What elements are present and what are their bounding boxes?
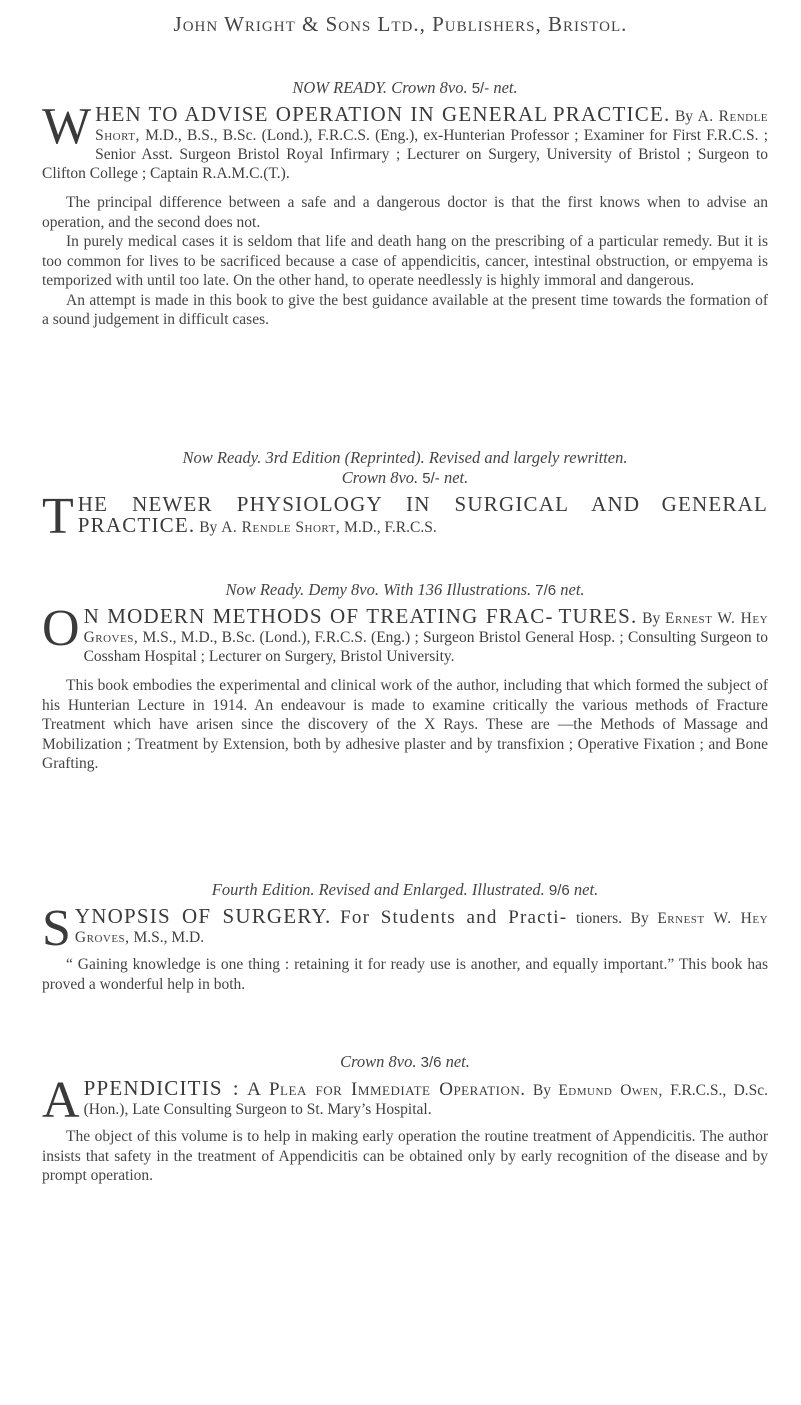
book-title: YNOPSIS OF SURGERY. — [74, 904, 332, 928]
author-credentials: M.D., F.R.C.S. — [344, 519, 437, 536]
book-title: HEN TO ADVISE OPERATION IN GENERAL — [95, 102, 549, 126]
ready-label: Fourth Edition. Revised and Enlarged. Illustrated. — [211, 880, 545, 899]
net-label: net. — [573, 880, 599, 899]
author-credentials: M.D., B.S., B.Sc. (Lond.), F.R.C.S. (Eng.), ex-Hunterian Professor ; Examiner for First F.R.C.S. ; Senior Asst. Surgeon Bristol Royal Infirmary ; Lecturer on Surgery, University of Bristol ; Surgeon to Clifton College ; Captain R.A.M.C.(T.). — [42, 127, 769, 182]
author-name: A. Rendle Short, — [95, 108, 769, 144]
drop-cap: O — [42, 600, 80, 657]
book-title: N MODERN METHODS OF TREATING FRAC- — [83, 604, 554, 628]
book-title: HE NEWER PHYSIOLOGY IN SURGICAL AND — [77, 492, 641, 516]
description-paragraph: In purely medical cases it is seldom that life and death hang on the prescribing of a particular remedy. But it is too common for lives to be sacrificed because a case of appendicitis, cancer, intestinal obstruction, or empyema is temporized with until too late. On the other hand, to operate needlessly is highly immoral and dangerous. — [42, 233, 768, 289]
book-title-continued: tioners. — [575, 910, 622, 927]
ready-label: Now Ready. Demy 8vo. With 136 Illustrations. — [225, 580, 532, 599]
author-credentials: F.R.C.S., D.Sc. (Hon.), Late Consulting Surgeon to St. Mary’s Hospital. — [83, 1082, 769, 1118]
book-subtitle: A Plea for Immediate Operation. — [247, 1079, 526, 1100]
by-label: By — [674, 108, 694, 125]
title-block — [42, 488, 769, 545]
availability-line — [42, 448, 768, 489]
by-label: By — [532, 1082, 551, 1099]
availability-line — [42, 78, 768, 99]
drop-cap: W — [42, 98, 92, 155]
author-name: Edmund Owen, — [558, 1082, 663, 1099]
book-title-continued: GENERAL PRACTICE. — [77, 492, 769, 537]
description-paragraph: The principal difference between a safe and a dangerous doctor is that the first knows when to advise an operation, and the second does not. — [42, 194, 768, 231]
net-label: net. — [493, 78, 518, 97]
book-title-continued: TURES. — [558, 604, 638, 628]
by-label: By — [642, 610, 661, 627]
description-paragraph: An attempt is made in this book to give the best guidance available at the present time towards the formation of a sound judgement in difficult cases. — [42, 291, 768, 328]
price: 3/6 — [420, 1054, 442, 1071]
author-credentials: M.S., M.D. — [133, 929, 205, 946]
by-label: By — [199, 519, 218, 536]
price: 5/- — [471, 80, 490, 97]
net-label: net. — [560, 580, 585, 599]
author-credentials: M.S., M.D., B.Sc. (Lond.), F.R.C.S. (Eng.) ; Surgeon Bristol General Hosp. ; Consulting Surgeon to Cossham Hospital ; Lecturer on Surgery, Bristol University. — [83, 629, 768, 665]
book-title-continued: PRACTICE. — [552, 102, 671, 126]
author-name: Ernest W. Hey Groves, — [83, 610, 769, 646]
title-block — [42, 900, 769, 957]
book-entry-synopsis-of-surgery — [42, 880, 768, 994]
format-label: Crown 8vo. — [391, 78, 468, 97]
by-label: By — [630, 910, 649, 927]
description — [42, 1127, 768, 1186]
description — [42, 955, 768, 994]
ready-label: Now Ready. 3rd Edition (Reprinted). Revised and largely rewritten. — [182, 448, 628, 467]
book-entry-modern-methods-fractures — [42, 580, 768, 774]
net-label: net. — [443, 468, 469, 487]
drop-cap: T — [42, 488, 74, 545]
price: 5/- — [422, 470, 440, 487]
price: 9/6 — [548, 882, 570, 899]
format-label: Crown 8vo. — [341, 468, 419, 487]
running-head: John Wright & Sons Ltd., Publishers, Bristol. — [173, 12, 628, 36]
author-name: Ernest W. Hey Groves, — [74, 910, 769, 946]
ready-label: NOW READY. — [292, 78, 388, 97]
description — [42, 193, 768, 330]
book-entry-appendicitis — [42, 1052, 768, 1186]
book-entry-newer-physiology — [42, 448, 769, 545]
title-block — [42, 600, 769, 666]
drop-cap: A — [42, 1072, 80, 1129]
availability-line — [42, 1052, 768, 1073]
description-paragraph: This book embodies the experimental and clinical work of the author, including that which formed the subject of his Hunterian Lecture in 1914. An endeavour is made to examine critically the various methods of Fracture Treatment which have arisen since the discovery of the X Rays. These are —the Methods of Massage and Mobilization ; Treatment by Extension, both by adhesive plaster and by transfixion ; Operative Fixation ; and Bone Grafting. — [42, 677, 768, 772]
net-label: net. — [445, 1052, 470, 1071]
description-paragraph: The object of this volume is to help in making early operation the routine treatment of Appendicitis. The author insists that safety in the treatment of Appendicitis can be obtained only by early recognition of the disease and by prompt operation. — [42, 1128, 768, 1184]
title-block — [42, 1072, 769, 1129]
book-subtitle: For Students and Practi- — [340, 907, 568, 928]
price: 7/6 — [535, 582, 557, 599]
description — [42, 676, 768, 774]
description-paragraph: “ Gaining knowledge is one thing : retaining it for ready use is another, and equally important.” This book has proved a wonderful help in both. — [42, 956, 768, 993]
availability-line — [42, 580, 768, 601]
availability-line — [42, 880, 768, 901]
drop-cap: S — [42, 900, 71, 957]
format-label: Crown 8vo. — [340, 1052, 417, 1071]
author-name: A. Rendle Short, — [221, 519, 341, 536]
book-title: PPENDICITIS : — [83, 1076, 240, 1100]
book-entry-when-to-advise-operation — [42, 78, 768, 330]
title-block — [42, 98, 769, 183]
